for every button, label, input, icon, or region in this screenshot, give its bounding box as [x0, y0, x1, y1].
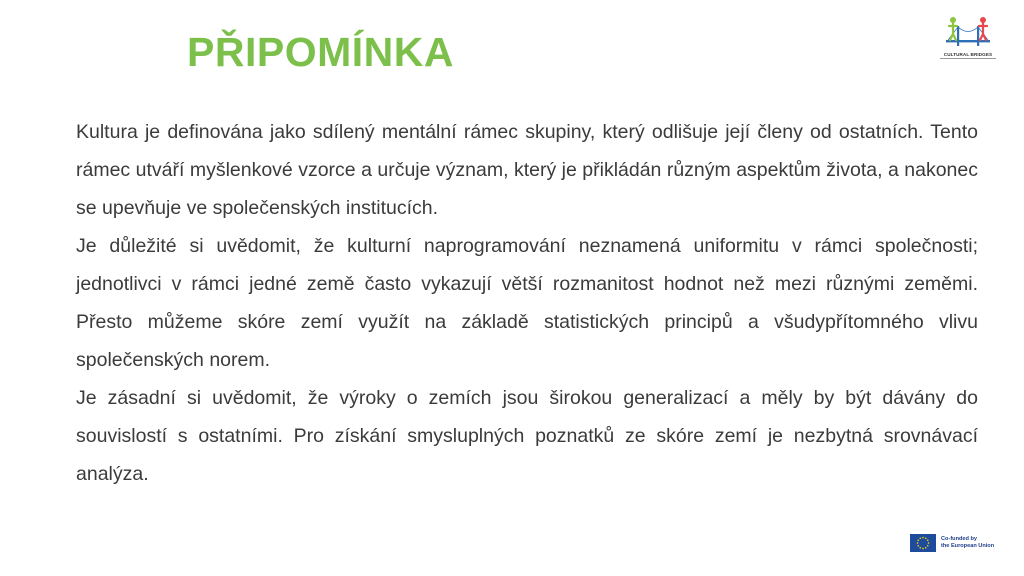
eu-star	[919, 547, 921, 549]
paragraph-2: Je důležité si uvědomit, že kulturní naprogramování neznamená uniformitu v rámci společnosti; jednotlivci v rámci jedné země často vykazují větší rozmanitost hodnot než mezi různými zeměmi. Přesto můžeme skóre zemí využít na základě statistických principů a všudypřítomného vlivu společenských norem.	[76, 235, 978, 371]
eu-star	[925, 547, 927, 549]
eu-star	[917, 539, 919, 541]
slide-title: PŘIPOMÍNKA	[187, 29, 454, 75]
eu-star	[925, 537, 927, 539]
body-text	[76, 113, 978, 493]
eu-text-line-1: Co-funded by	[941, 536, 978, 542]
eu-star	[917, 545, 919, 547]
logo-divider	[940, 58, 996, 59]
eu-star	[917, 542, 919, 544]
eu-flag-icon	[910, 534, 936, 552]
cultural-bridges-logo-icon	[940, 12, 996, 52]
eu-text	[941, 536, 994, 550]
eu-cofunded-badge	[910, 532, 994, 554]
eu-star	[922, 548, 924, 550]
eu-star	[927, 545, 929, 547]
eu-star	[919, 537, 921, 539]
eu-star	[928, 542, 930, 544]
cultural-bridges-logo	[940, 12, 996, 62]
paragraph-1: Kultura je definována jako sdílený mentální rámec skupiny, který odlišuje její členy od ostatních. Tento rámec utváří myšlenkové vzorce a určuje význam, který je přikládán různým aspektům života, a nakonec se upevňuje ve společenských institucích.	[76, 121, 978, 219]
eu-text-line-2: the European Union	[941, 543, 995, 549]
eu-star	[927, 539, 929, 541]
paragraph-3: Je zásadní si uvědomit, že výroky o zemích jsou širokou generalizací a měly by být dávány do souvislostí s ostatními. Pro získání smysluplných poznatků ze skóre zemí je nezbytná srovnávací analýza.	[76, 387, 978, 485]
logo-text: CULTURAL BRIDGES	[943, 52, 993, 57]
eu-star	[922, 537, 924, 539]
